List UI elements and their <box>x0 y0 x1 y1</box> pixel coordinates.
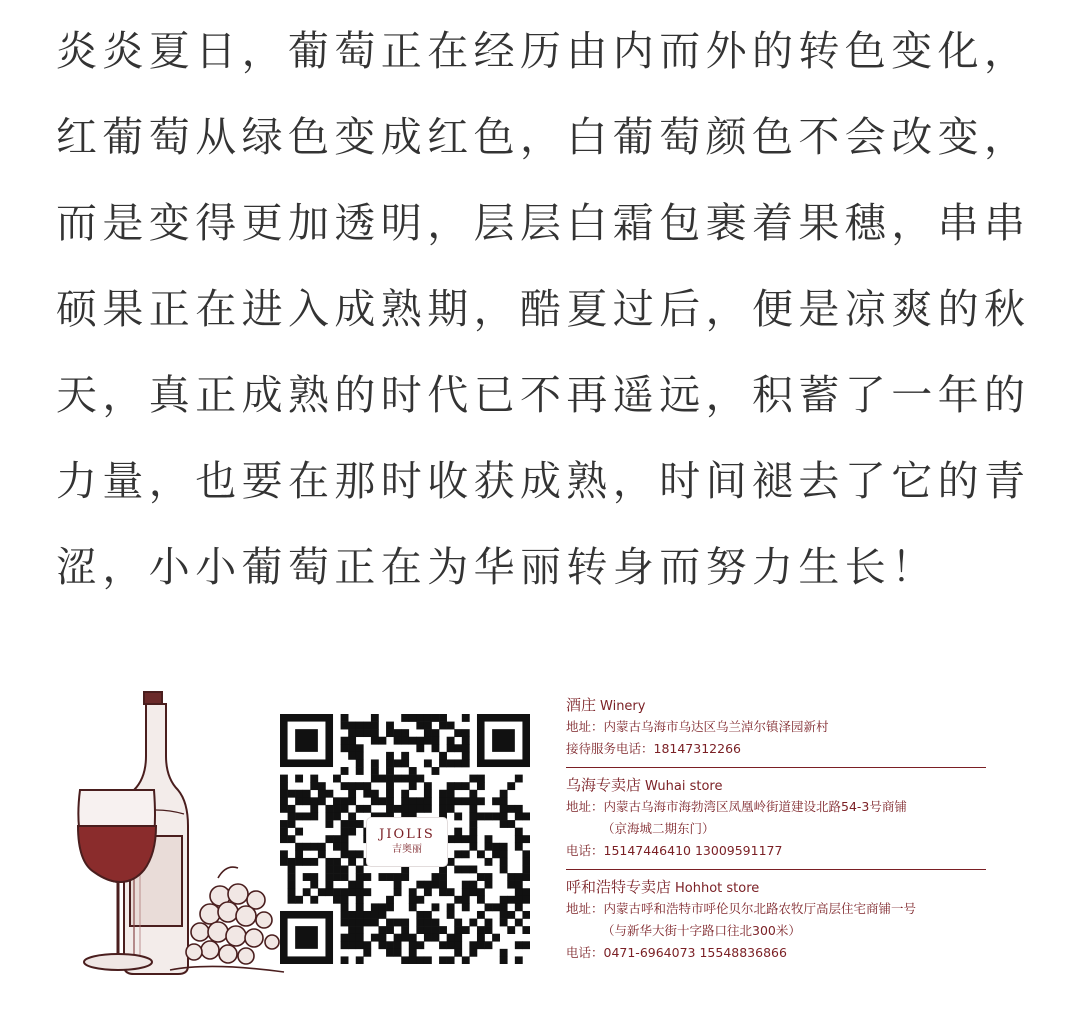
store-address: 地址：内蒙古呼和浩特市呼伦贝尔北路农牧厅高层住宅商铺一号 <box>566 901 917 916</box>
store-name-en: Wuhai store <box>645 779 723 794</box>
store-name-cn: 酒庄 <box>566 696 597 714</box>
qr-logo-cn: 吉奥丽 <box>392 844 422 855</box>
divider <box>566 767 986 768</box>
store-address-note: （与新华大街十字路口往北300米） <box>602 923 801 938</box>
store-name-en: Winery <box>600 699 646 714</box>
store-address: 地址：内蒙古乌海市乌达区乌兰淖尔镇泽园新村 <box>566 719 829 734</box>
article-line: 天，真正成熟的时代已不再遥远，积蓄了一年的 <box>56 371 1031 419</box>
article-body <box>56 8 1031 610</box>
store-name <box>566 694 990 716</box>
store-phone: 电话：15147446410 13009591177 <box>566 843 783 858</box>
store-wuhai <box>566 774 990 862</box>
store-info <box>566 694 990 964</box>
store-phone: 电话：0471-6964073 15548836866 <box>566 945 787 960</box>
store-name-cn: 呼和浩特专卖店 <box>566 878 672 896</box>
store-hohhot <box>566 876 990 964</box>
store-name <box>566 774 990 796</box>
store-address: 地址：内蒙古乌海市海勃湾区凤凰岭街道建设北路54-3号商铺 <box>566 799 907 814</box>
article-line: 红葡萄从绿色变成红色，白葡萄颜色不会改变， <box>56 113 1031 161</box>
store-name-cn: 乌海专卖店 <box>566 776 642 794</box>
qr-logo-badge <box>367 818 447 866</box>
store-name-en: Hohhot store <box>675 881 760 896</box>
article-line: 而是变得更加透明，层层白霜包裹着果穗，串串 <box>56 199 1031 247</box>
article-line: 力量，也要在那时收获成熟，时间褪去了它的青 <box>56 457 1031 505</box>
store-phone: 接待服务电话：18147312266 <box>566 741 741 756</box>
article-line: 硕果正在进入成熟期，酷夏过后，便是凉爽的秋 <box>56 285 1031 333</box>
contact-footer <box>70 680 1030 1000</box>
divider <box>566 869 986 870</box>
wine-bottle-glass-illustration <box>70 686 290 986</box>
qr-logo-en: JIOLIS <box>379 827 435 842</box>
qr-code[interactable] <box>280 714 530 964</box>
store-name <box>566 876 990 898</box>
store-address-note: （京海城二期东门） <box>602 821 715 836</box>
article-line: 涩，小小葡萄正在为华丽转身而努力生长！ <box>56 543 938 591</box>
store-winery <box>566 694 990 760</box>
article-line: 炎炎夏日，葡萄正在经历由内而外的转色变化， <box>56 27 1031 75</box>
